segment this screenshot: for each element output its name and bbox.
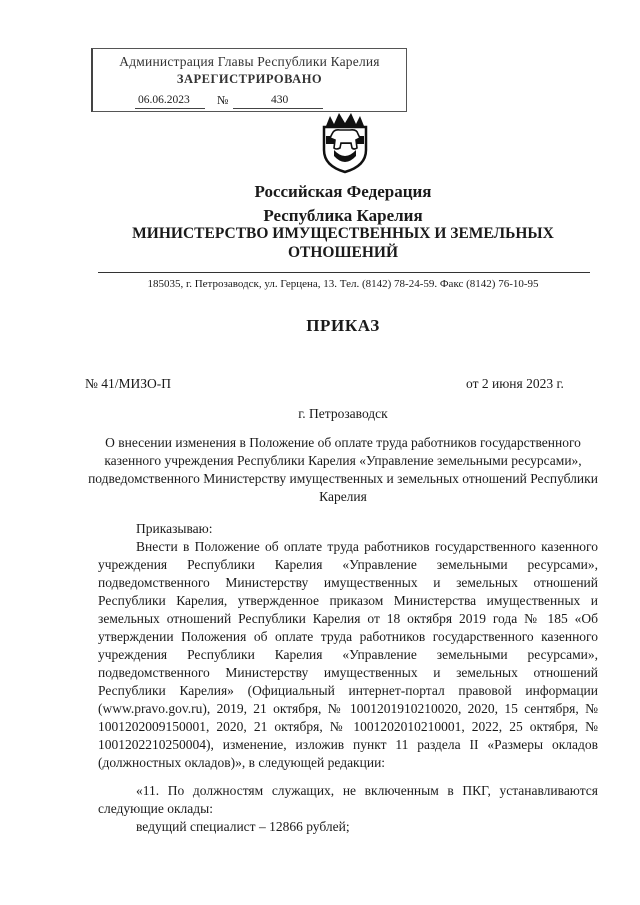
ministry-address: 185035, г. Петрозаводск, ул. Герцена, 13. Тел. (8142) 78-24-59. Факс (8142) 76-10-95 — [147, 278, 539, 290]
stamp-number-underline — [233, 108, 323, 109]
registration-stamp — [91, 48, 407, 112]
karelia-coat-of-arms-icon — [320, 110, 370, 174]
stamp-organization: Администрация Главы Республики Карелия — [119, 54, 380, 69]
stamp-status: ЗАРЕГИСТРИРОВАНО — [176, 72, 323, 86]
salary-item: ведущий специалист – 12866 рублей; — [136, 819, 350, 834]
ministry-name — [0, 224, 640, 262]
order-subject: О внесении изменения в Положение об оплате труда работников государственного казенного учреждения Республики Карелия «Управление земельными ресурсами», подведомственного Министерству имущественных и земельных отношений Республики Карелия — [88, 435, 598, 504]
order-date: от 2 июня 2023 г. — [466, 376, 564, 391]
stamp-date: 06.06.2023 — [138, 94, 190, 106]
order-body — [98, 520, 598, 836]
region-name: Республика Карелия — [263, 206, 423, 225]
quoted-clause: «11. По должностям служащих, не включенным в ПКГ, устанавливаются следующие оклады: — [98, 783, 598, 816]
order-directive: Приказываю: — [136, 521, 213, 536]
ministry-name-line2: ОТНОШЕНИЙ — [287, 244, 399, 261]
order-number: № 41/МИЗО-П — [85, 376, 172, 391]
stamp-number-label: № — [217, 93, 229, 107]
main-paragraph: Внести в Положение об оплате труда работников государственного казенного учреждения Республики Карелия «Управление земельными ресурсами», подведомственного Министерству имущественных и земельных отношений Республики Карелия, утвержденное приказом Министерства имущественных и земельных отношений Республики Карелия от 18 октября 2019 года № 185 «Об утверждении Положения об оплате труда работников государственного казенного учреждения Республики Карелия «Управление земельными ресурсами», подведомственного Министерству имущественных и земельных отношений Республики Карелия» (Официальный интернет-портал правовой информации (www.pravo.gov.ru), 2019, 21 октября, № 1001201910210020, 2020, 15 сентября, № 1001202009150001, 2020, 21 октября, № 1001202010210001, 2022, 25 октября, № 1001202210250004), изменение, изложив пункт 11 раздела II «Размеры окладов (должностных окладов)», в следующей редакции: — [98, 539, 598, 770]
ministry-name-line1: МИНИСТЕРСТВО ИМУЩЕСТВЕННЫХ И ЗЕМЕЛЬНЫХ — [132, 225, 554, 242]
document-title: ПРИКАЗ — [306, 316, 380, 335]
order-city: г. Петрозаводск — [298, 406, 388, 421]
stamp-date-underline — [135, 108, 205, 109]
stamp-number: 430 — [271, 94, 289, 106]
country-name: Российская Федерация — [254, 182, 432, 201]
header-divider — [98, 272, 590, 273]
